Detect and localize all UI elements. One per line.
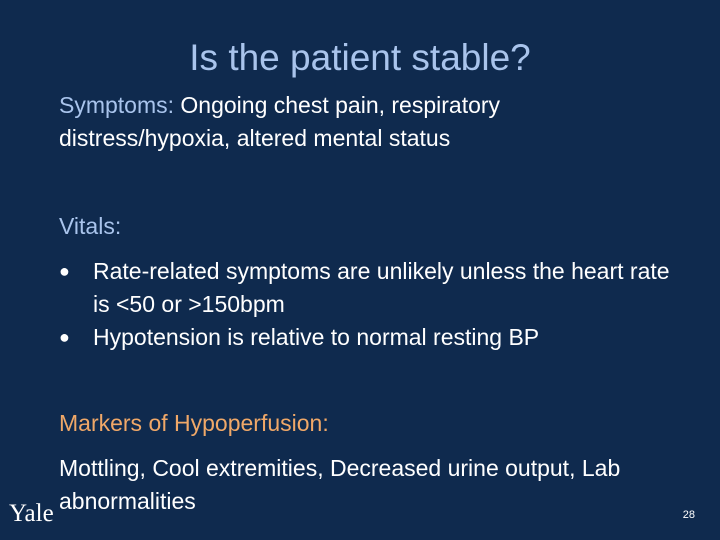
vitals-bullet-list bbox=[59, 255, 679, 354]
hypoperfusion-label: Markers of Hypoperfusion: bbox=[59, 410, 329, 436]
bullet-dot-icon: ● bbox=[59, 327, 70, 347]
yale-logo: Yale bbox=[9, 500, 54, 527]
vitals-label: Vitals: bbox=[59, 213, 122, 239]
vitals-bullet-text: Rate-related symptoms are unlikely unless the heart rate is <50 or >150bpm bbox=[93, 258, 670, 317]
vitals-bullet bbox=[59, 321, 679, 354]
symptoms-label: Symptoms: bbox=[59, 92, 175, 118]
slide-title: Is the patient stable? bbox=[189, 37, 531, 78]
bullet-dot-icon: ● bbox=[59, 261, 70, 281]
hypoperfusion-text: Mottling, Cool extremities, Decreased urine output, Lab abnormalities bbox=[59, 455, 621, 514]
symptoms-text: Ongoing chest pain, respiratory distress/hypoxia, altered mental status bbox=[59, 92, 501, 151]
symptoms-paragraph bbox=[59, 89, 659, 155]
vitals-bullet-text: Hypotension is relative to normal resting BP bbox=[93, 324, 540, 350]
page-number: 28 bbox=[682, 509, 695, 521]
vitals-bullet bbox=[59, 255, 679, 321]
